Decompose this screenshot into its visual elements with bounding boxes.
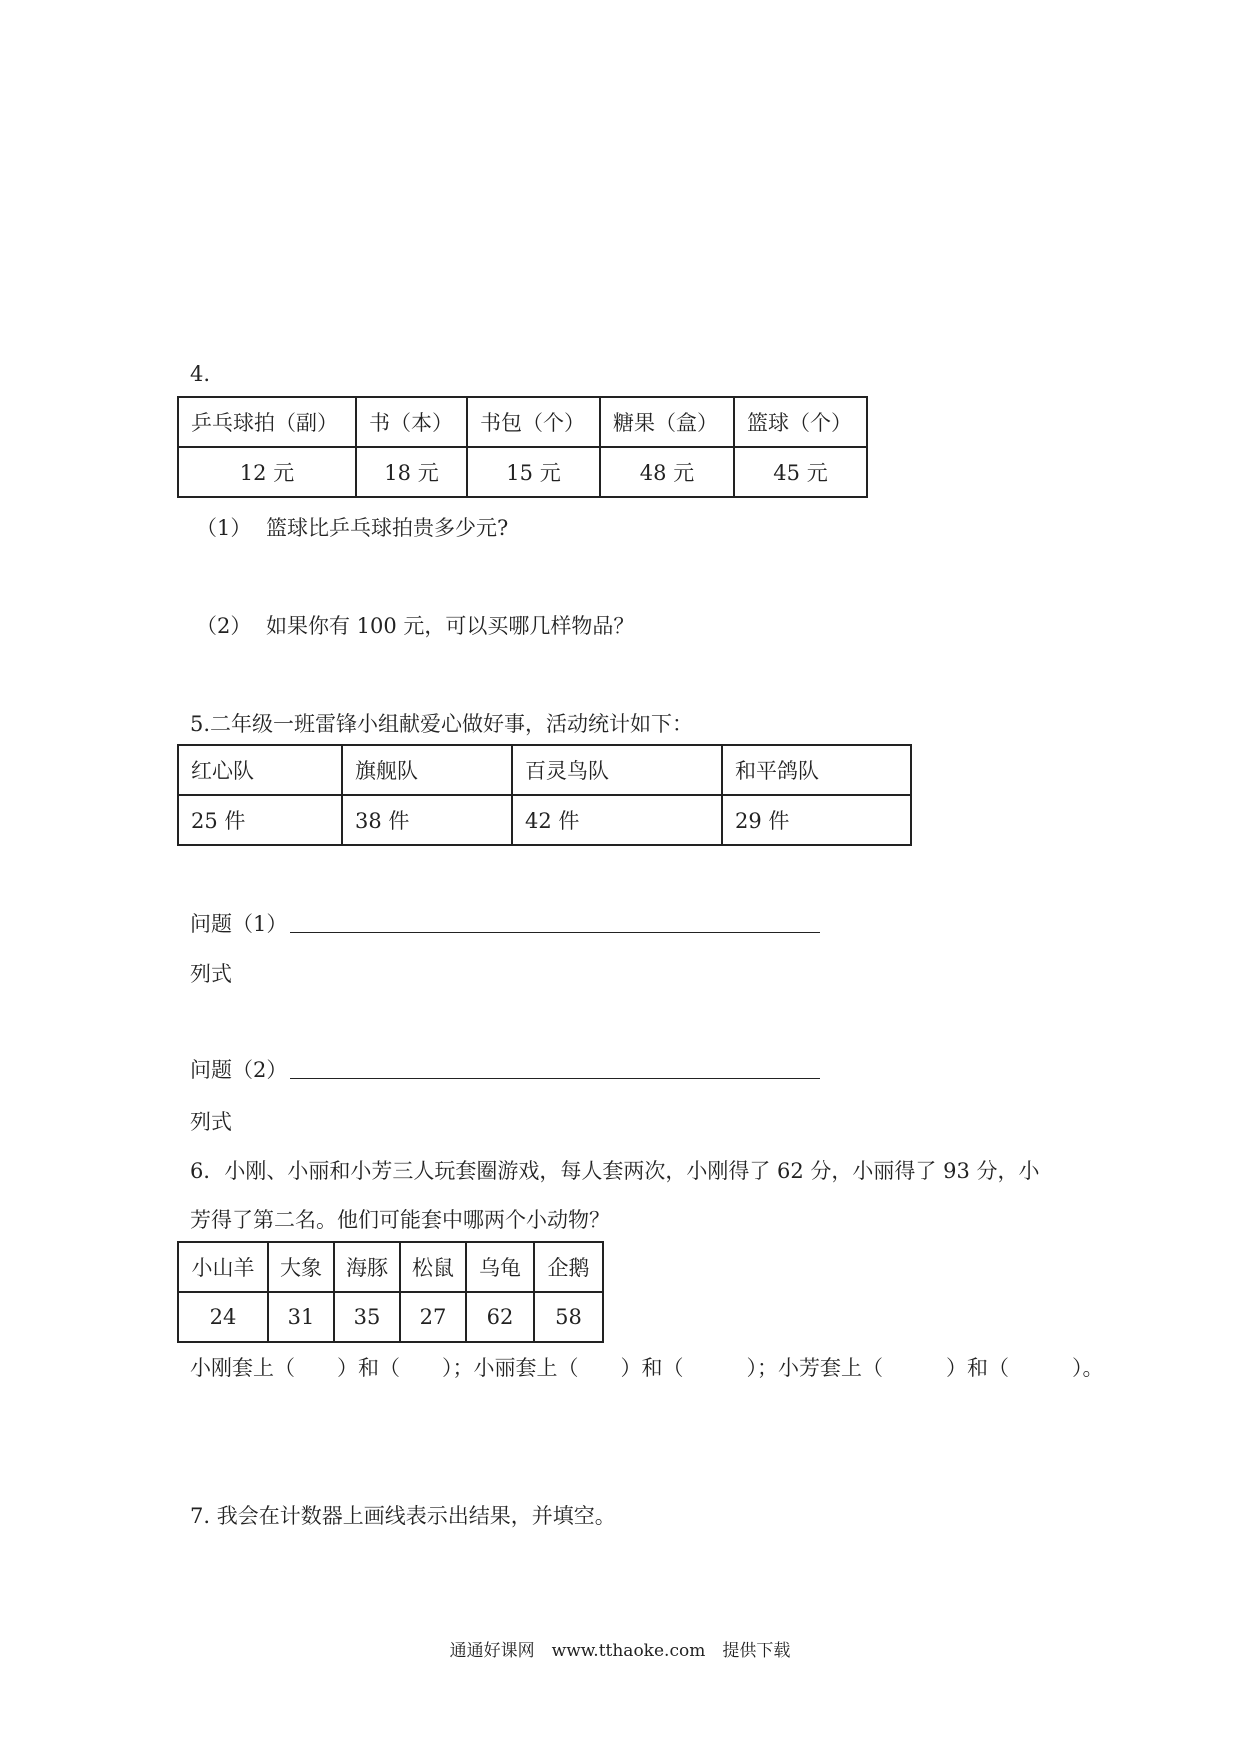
sub-question-1-number: （1）	[196, 516, 252, 540]
table-cell: 25 件	[178, 795, 342, 845]
price-table-row	[178, 447, 867, 497]
table-cell: 42 件	[512, 795, 722, 845]
table-header-cell: 乌龟	[466, 1242, 534, 1292]
price-table	[177, 396, 868, 498]
table-cell: 29 件	[722, 795, 911, 845]
table-cell: 62	[466, 1292, 534, 1342]
table-cell: 18 元	[356, 447, 467, 497]
price-table-header-row	[178, 397, 867, 447]
formula-2-label: 列式	[190, 1110, 232, 1134]
table-header-cell: 企鹅	[534, 1242, 603, 1292]
answer-line-1[interactable]	[290, 932, 820, 933]
table-cell: 58	[534, 1292, 603, 1342]
table-cell: 45 元	[734, 447, 867, 497]
formula-1-label: 列式	[190, 962, 232, 986]
table-header-cell: 红心队	[178, 745, 342, 795]
table-header-cell: 大象	[268, 1242, 334, 1292]
animal-score-table	[177, 1241, 604, 1343]
question-4-number: 4.	[190, 362, 211, 386]
question-5-title: 5.二年级一班雷锋小组献爱心做好事，活动统计如下：	[190, 712, 694, 736]
page-footer: 通通好课网 www.tthaoke.com 提供下载	[449, 1641, 791, 1661]
question-1-label: 问题（1）	[190, 912, 288, 936]
table-header-cell: 百灵鸟队	[512, 745, 722, 795]
table-header-cell: 糖果（盒）	[600, 397, 734, 447]
table-cell: 48 元	[600, 447, 734, 497]
question-7-text: 7. 我会在计数器上画线表示出结果，并填空。	[190, 1504, 616, 1528]
sub-question-2-number: （2）	[196, 614, 252, 638]
sub-question-2-text: 如果你有 100 元，可以买哪几样物品？	[266, 614, 635, 638]
table-cell: 27	[400, 1292, 466, 1342]
animal-table-header-row	[178, 1242, 603, 1292]
question-6-line-1: 6．小刚、小丽和小芳三人玩套圈游戏，每人套两次，小刚得了 62 分，小丽得了 93 分，小	[190, 1159, 1040, 1183]
sub-question-1-text: 篮球比乒乓球拍贵多少元?	[266, 516, 509, 540]
team-table-row	[178, 795, 911, 845]
table-header-cell: 海豚	[334, 1242, 400, 1292]
animal-table-row	[178, 1292, 603, 1342]
table-header-cell: 松鼠	[400, 1242, 466, 1292]
table-header-cell: 篮球（个）	[734, 397, 867, 447]
table-cell: 35	[334, 1292, 400, 1342]
table-header-cell: 书（本）	[356, 397, 467, 447]
table-cell: 15 元	[467, 447, 600, 497]
question-2-label: 问题（2）	[190, 1058, 288, 1082]
table-cell: 31	[268, 1292, 334, 1342]
table-cell: 38 件	[342, 795, 512, 845]
table-header-cell: 书包（个）	[467, 397, 600, 447]
table-header-cell: 和平鸽队	[722, 745, 911, 795]
table-header-cell: 小山羊	[178, 1242, 268, 1292]
team-table	[177, 744, 912, 846]
question-6-answer[interactable]: 小刚套上（ ）和（ ）；小丽套上（ ）和（ ）；小芳套上（ ）和（ ）。	[190, 1356, 1104, 1380]
table-header-cell: 乒乓球拍（副）	[178, 397, 356, 447]
table-cell: 12 元	[178, 447, 356, 497]
table-header-cell: 旗舰队	[342, 745, 512, 795]
answer-line-2[interactable]	[290, 1078, 820, 1079]
question-6-line-2: 芳得了第二名。他们可能套中哪两个小动物？	[190, 1208, 610, 1232]
team-table-header-row	[178, 745, 911, 795]
table-cell: 24	[178, 1292, 268, 1342]
